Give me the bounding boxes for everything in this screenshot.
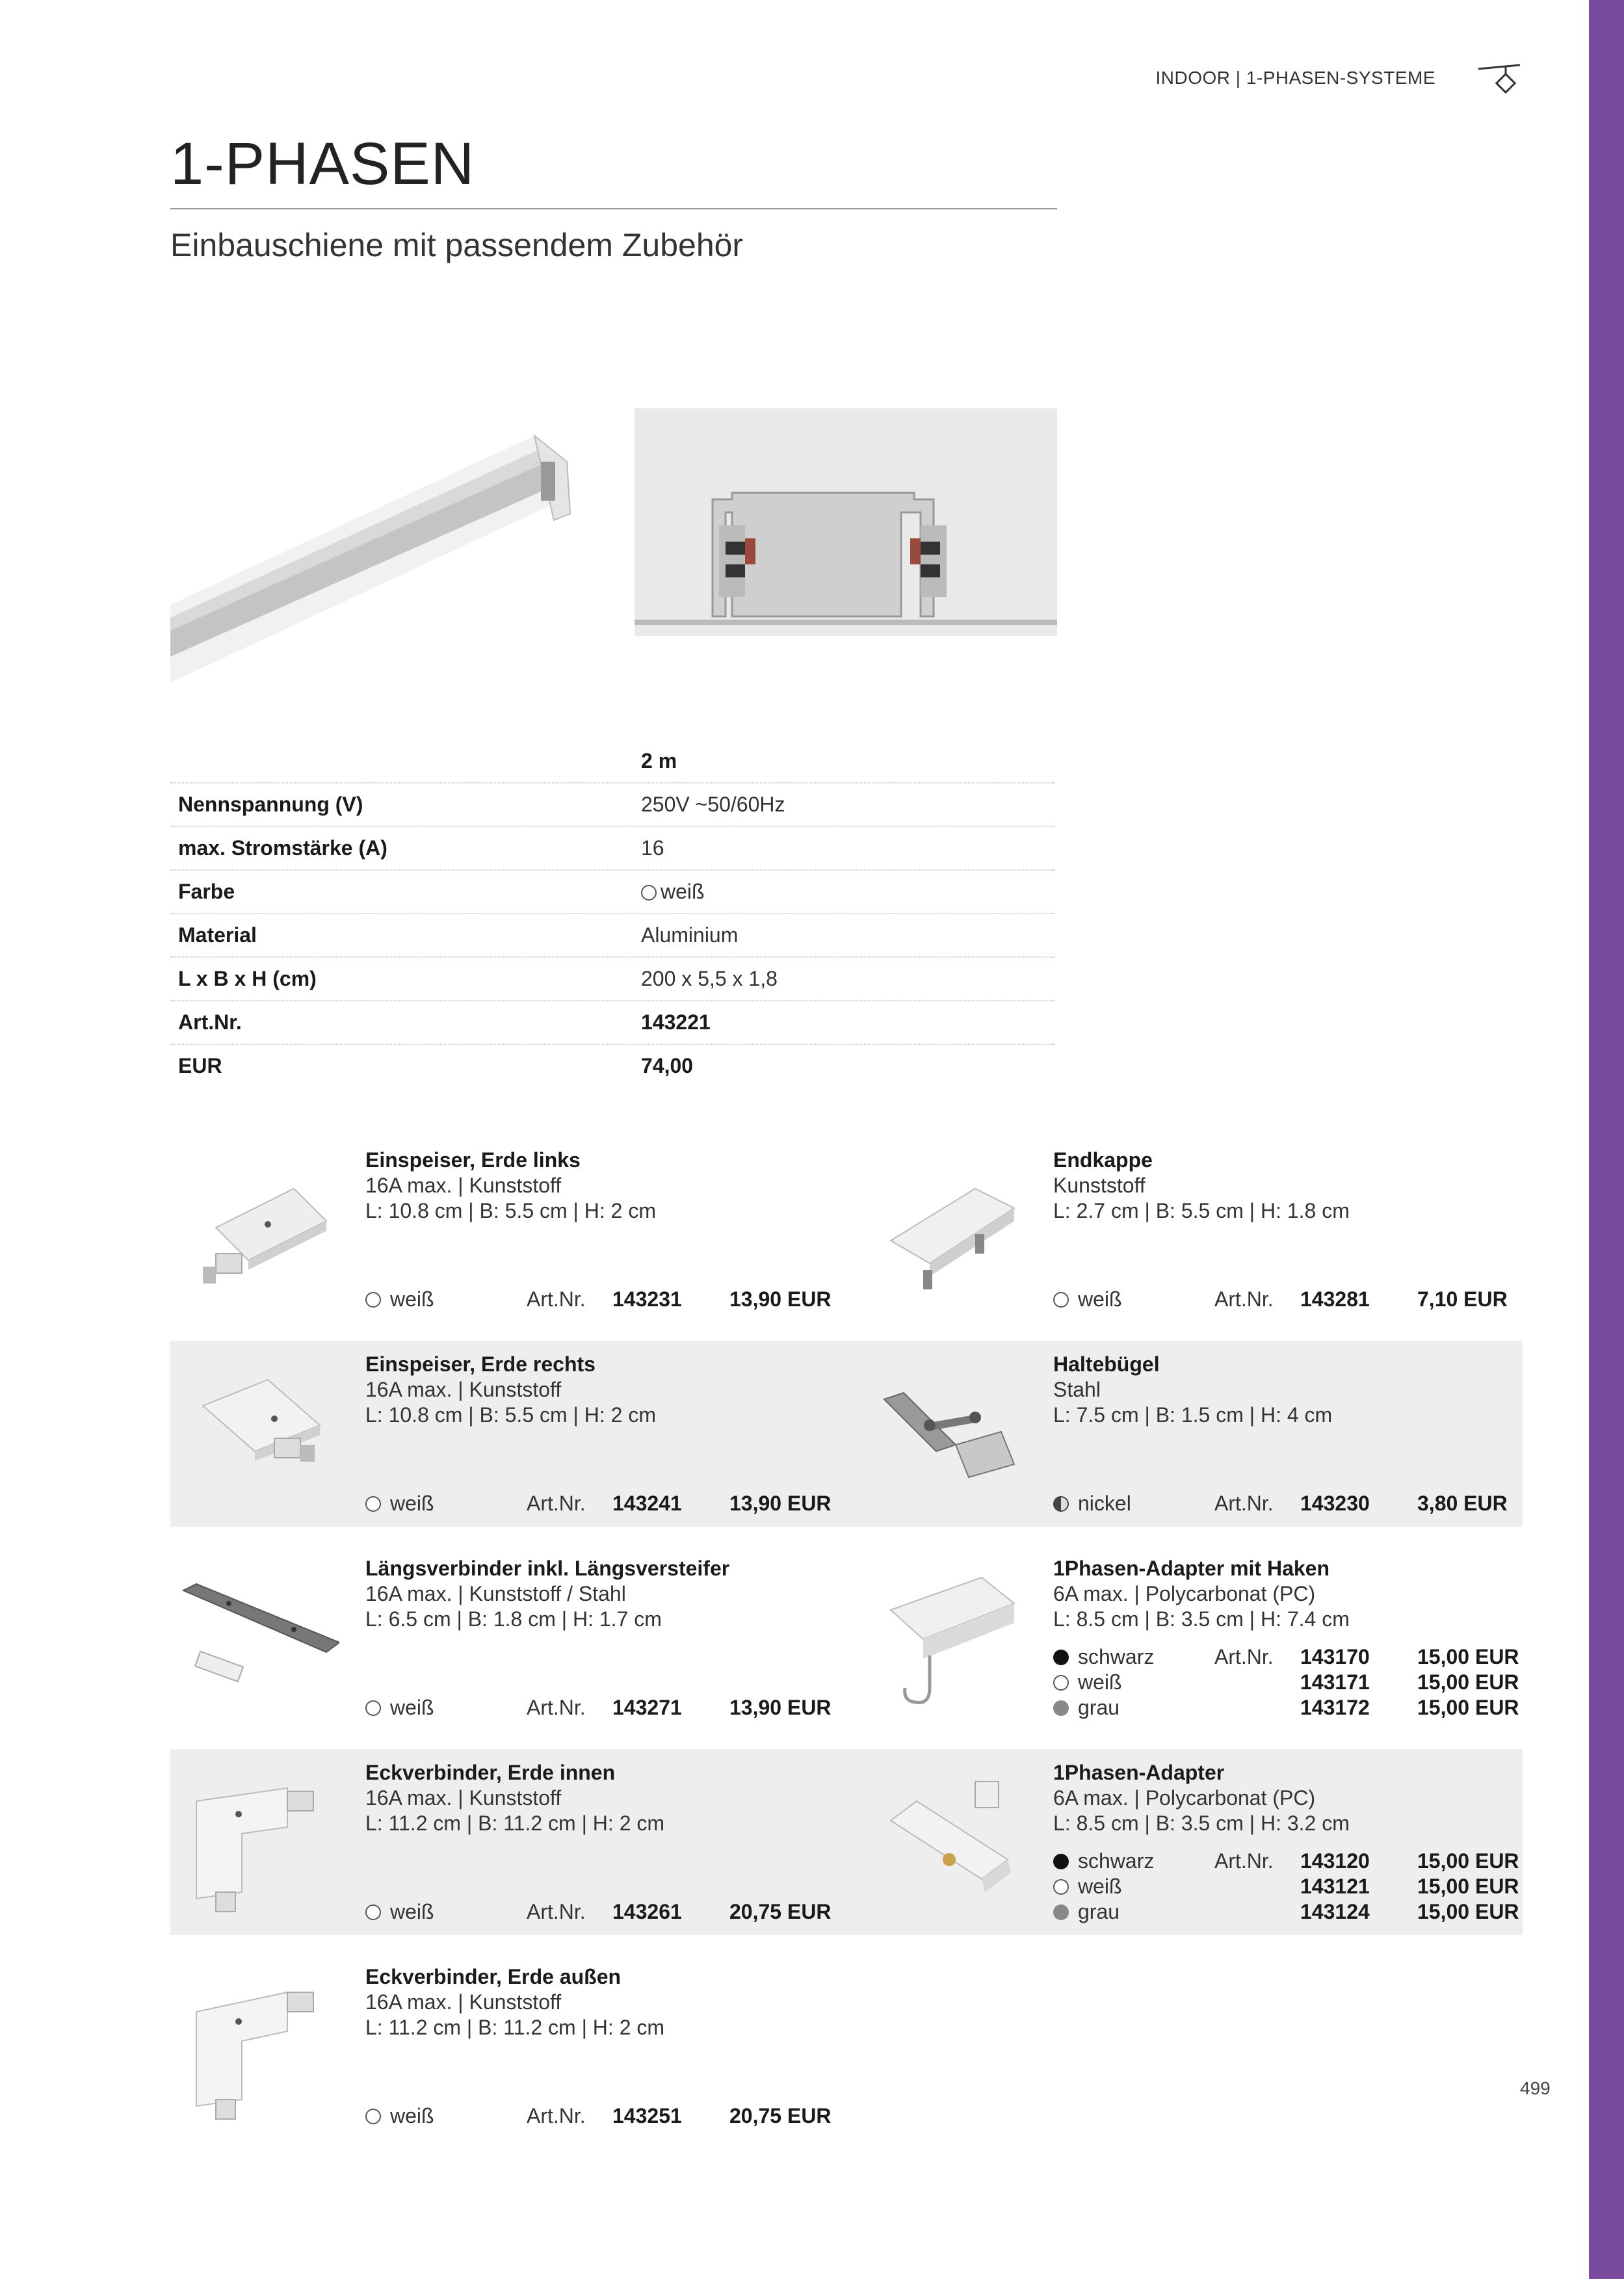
spec-column-header: 2 m <box>641 749 677 772</box>
art-label: Art.Nr. <box>527 1900 586 1923</box>
track-light-icon <box>1477 62 1524 96</box>
art-number: 143170 <box>1300 1645 1370 1668</box>
spec-value: 74,00 <box>641 1054 694 1077</box>
variant-color: nickel <box>1078 1492 1131 1515</box>
variant-price: 15,00 EUR <box>1417 1645 1519 1668</box>
variant-color: weiß <box>390 1696 434 1719</box>
art-number: 143251 <box>612 2104 682 2128</box>
art-number: 143281 <box>1300 1287 1370 1311</box>
spec-header-row <box>170 740 1054 784</box>
product-card <box>170 1953 846 2139</box>
product-spec-line: 16A max. | Kunststoff <box>365 1174 562 1197</box>
rail-cross-section-image <box>635 408 1057 636</box>
product-spec-line: 16A max. | Kunststoff <box>365 1378 562 1401</box>
product-dimensions: L: 8.5 cm | B: 3.5 cm | H: 7.4 cm <box>1053 1607 1350 1631</box>
variant-color: grau <box>1078 1696 1120 1719</box>
art-number: 143241 <box>612 1492 682 1515</box>
product-dimensions: L: 7.5 cm | B: 1.5 cm | H: 4 cm <box>1053 1403 1333 1427</box>
straight-connector-image <box>177 1558 339 1714</box>
product-card <box>858 1341 1534 1527</box>
spec-row <box>170 1045 1054 1087</box>
variant-color: weiß <box>1078 1670 1122 1694</box>
side-color-bar <box>1589 0 1624 2279</box>
product-dimensions: L: 11.2 cm | B: 11.2 cm | H: 2 cm <box>365 1811 665 1835</box>
product-dimensions: L: 11.2 cm | B: 11.2 cm | H: 2 cm <box>365 2016 665 2039</box>
color-dot-gray-icon <box>1053 1904 1069 1920</box>
color-dot-white-icon <box>365 1904 381 1920</box>
spec-row <box>170 871 1054 914</box>
product-spec-line: 16A max. | Kunststoff <box>365 1990 562 2014</box>
product-name: 1Phasen-Adapter mit Haken <box>1053 1557 1330 1580</box>
art-number: 143121 <box>1300 1875 1370 1898</box>
product-name: 1Phasen-Adapter <box>1053 1761 1225 1784</box>
page-number: 499 <box>1520 2078 1551 2098</box>
product-spec-line: 6A max. | Polycarbonat (PC) <box>1053 1786 1316 1810</box>
product-variant <box>365 1492 846 1518</box>
product-variant <box>365 1900 846 1926</box>
product-variant <box>1053 1670 1534 1696</box>
spec-row <box>170 914 1054 958</box>
product-name: Längsverbinder inkl. Längsversteifer <box>365 1557 730 1580</box>
variant-price: 20,75 EUR <box>729 1900 832 1923</box>
color-dot-white-icon <box>641 885 657 901</box>
title-divider <box>170 208 1057 209</box>
art-label: Art.Nr. <box>1214 1492 1274 1515</box>
art-label: Art.Nr. <box>527 2104 586 2128</box>
product-variant <box>1053 1492 1534 1518</box>
spec-row <box>170 1001 1054 1045</box>
section-header: INDOOR | 1-PHASEN-SYSTEME <box>1155 68 1435 88</box>
adapter-with-hook-image <box>865 1558 1027 1714</box>
product-card <box>858 1749 1534 1935</box>
page-title: 1-PHASEN <box>170 131 475 197</box>
product-name: Eckverbinder, Erde innen <box>365 1761 616 1784</box>
variant-color: schwarz <box>1078 1645 1155 1668</box>
color-dot-white-icon <box>1053 1292 1069 1308</box>
spec-value: Aluminium <box>641 923 739 947</box>
variant-color: grau <box>1078 1900 1120 1923</box>
product-variant <box>1053 1849 1534 1875</box>
product-spec-line: Stahl <box>1053 1378 1101 1401</box>
variant-color: weiß <box>1078 1875 1122 1898</box>
product-variant <box>365 1287 846 1313</box>
color-dot-nickel-icon <box>1053 1496 1069 1512</box>
art-label: Art.Nr. <box>527 1287 586 1311</box>
product-spec-line: 16A max. | Kunststoff <box>365 1786 562 1810</box>
art-number: 143231 <box>612 1287 682 1311</box>
art-number: 143261 <box>612 1900 682 1923</box>
spec-label: Art.Nr. <box>178 1010 242 1034</box>
spec-table <box>170 740 1054 1087</box>
spec-label: Nennspannung (V) <box>178 793 363 816</box>
product-card <box>170 1341 846 1527</box>
art-number: 143172 <box>1300 1696 1370 1719</box>
spec-label: Material <box>178 923 257 947</box>
spec-label: EUR <box>178 1054 222 1077</box>
product-dimensions: L: 2.7 cm | B: 5.5 cm | H: 1.8 cm <box>1053 1199 1350 1222</box>
product-card <box>858 1137 1534 1323</box>
spec-value: 250V ~50/60Hz <box>641 793 785 816</box>
product-card <box>170 1545 846 1731</box>
variant-color: weiß <box>390 1900 434 1923</box>
spec-value: 200 x 5,5 x 1,8 <box>641 967 778 990</box>
color-dot-white-icon <box>1053 1879 1069 1895</box>
variant-price: 7,10 EUR <box>1417 1287 1508 1311</box>
art-number: 143171 <box>1300 1670 1370 1694</box>
variant-price: 15,00 EUR <box>1417 1670 1519 1694</box>
spec-row <box>170 827 1054 871</box>
art-label: Art.Nr. <box>1214 1645 1274 1668</box>
variant-price: 3,80 EUR <box>1417 1492 1508 1515</box>
feed-in-right-image <box>177 1354 339 1510</box>
spec-value-color <box>641 880 705 904</box>
variant-price: 15,00 EUR <box>1417 1900 1519 1923</box>
product-card <box>858 1545 1534 1731</box>
spec-value: 143221 <box>641 1010 711 1034</box>
product-card <box>170 1137 846 1323</box>
art-number: 143271 <box>612 1696 682 1719</box>
variant-price: 15,00 EUR <box>1417 1875 1519 1898</box>
product-variant <box>365 2104 846 2130</box>
mounting-bracket-image <box>865 1354 1027 1510</box>
rail-product-image <box>170 423 586 683</box>
product-spec-line: Kunststoff <box>1053 1174 1146 1197</box>
color-dot-white-icon <box>1053 1675 1069 1691</box>
spec-color-text: weiß <box>661 880 705 903</box>
end-cap-image <box>865 1150 1027 1306</box>
art-label: Art.Nr. <box>527 1492 586 1515</box>
spec-row <box>170 784 1054 827</box>
corner-connector-inner-image <box>177 1762 339 1918</box>
spec-label: Farbe <box>178 880 235 903</box>
corner-connector-outer-image <box>177 1966 339 2122</box>
variant-color: weiß <box>390 1287 434 1311</box>
color-dot-white-icon <box>365 1496 381 1512</box>
product-variant <box>365 1696 846 1722</box>
spec-label: L x B x H (cm) <box>178 967 317 990</box>
adapter-image <box>865 1762 1027 1918</box>
product-variant <box>1053 1696 1534 1722</box>
product-variant <box>1053 1645 1534 1671</box>
color-dot-black-icon <box>1053 1854 1069 1869</box>
color-dot-black-icon <box>1053 1650 1069 1665</box>
color-dot-white-icon <box>365 2109 381 2124</box>
variant-color: weiß <box>390 1492 434 1515</box>
product-variant <box>1053 1900 1534 1926</box>
variant-price: 15,00 EUR <box>1417 1849 1519 1873</box>
product-dimensions: L: 10.8 cm | B: 5.5 cm | H: 2 cm <box>365 1199 656 1222</box>
feed-in-left-image <box>177 1150 339 1306</box>
product-spec-line: 16A max. | Kunststoff / Stahl <box>365 1582 626 1605</box>
product-variant <box>1053 1875 1534 1901</box>
product-dimensions: L: 8.5 cm | B: 3.5 cm | H: 3.2 cm <box>1053 1811 1350 1835</box>
product-card <box>170 1749 846 1935</box>
product-name: Endkappe <box>1053 1148 1153 1172</box>
variant-price: 13,90 EUR <box>729 1492 832 1515</box>
color-dot-gray-icon <box>1053 1700 1069 1716</box>
variant-price: 15,00 EUR <box>1417 1696 1519 1719</box>
art-label: Art.Nr. <box>1214 1849 1274 1873</box>
spec-row <box>170 958 1054 1001</box>
art-number: 143124 <box>1300 1900 1370 1923</box>
color-dot-white-icon <box>365 1292 381 1308</box>
variant-price: 13,90 EUR <box>729 1696 832 1719</box>
art-label: Art.Nr. <box>1214 1287 1274 1311</box>
product-spec-line: 6A max. | Polycarbonat (PC) <box>1053 1582 1316 1605</box>
product-name: Haltebügel <box>1053 1352 1160 1376</box>
product-dimensions: L: 6.5 cm | B: 1.8 cm | H: 1.7 cm <box>365 1607 662 1631</box>
product-dimensions: L: 10.8 cm | B: 5.5 cm | H: 2 cm <box>365 1403 656 1427</box>
art-number: 143120 <box>1300 1849 1370 1873</box>
color-dot-white-icon <box>365 1700 381 1716</box>
variant-color: weiß <box>1078 1287 1122 1311</box>
spec-label: max. Stromstärke (A) <box>178 836 387 860</box>
art-label: Art.Nr. <box>527 1696 586 1719</box>
variant-color: schwarz <box>1078 1849 1155 1873</box>
art-number: 143230 <box>1300 1492 1370 1515</box>
variant-price: 20,75 EUR <box>729 2104 832 2128</box>
product-name: Eckverbinder, Erde außen <box>365 1965 622 1988</box>
variant-price: 13,90 EUR <box>729 1287 832 1311</box>
product-name: Einspeiser, Erde links <box>365 1148 581 1172</box>
variant-color: weiß <box>390 2104 434 2128</box>
product-name: Einspeiser, Erde rechts <box>365 1352 596 1376</box>
product-variant <box>1053 1287 1534 1313</box>
page-subtitle: Einbauschiene mit passendem Zubehör <box>170 227 744 263</box>
spec-value: 16 <box>641 836 664 860</box>
